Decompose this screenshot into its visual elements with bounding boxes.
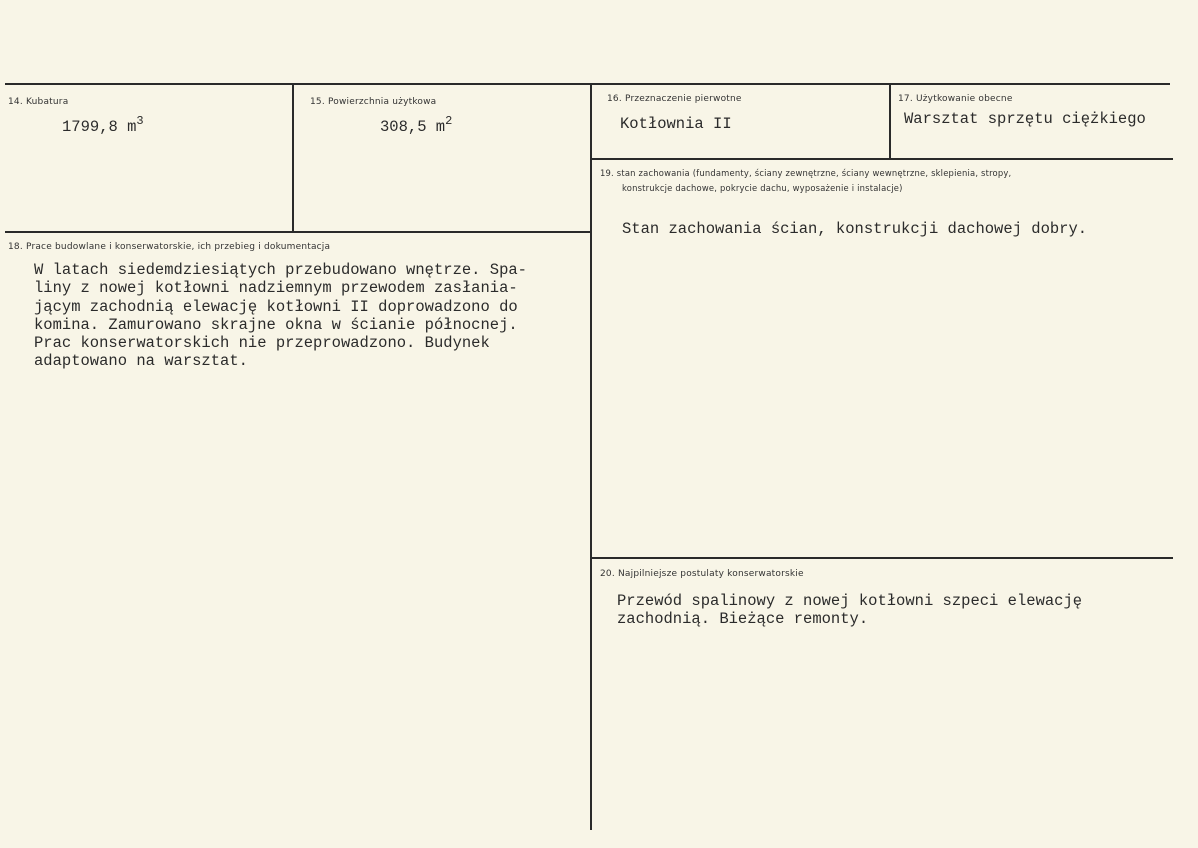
field-17-label: 17. Użytkowanie obecne — [898, 94, 1013, 104]
field-15-value-text: 308,5 m — [380, 118, 446, 136]
field-19-label-cont: konstrukcje dachowe, pokrycie dachu, wyposażenie i instalacje) — [622, 183, 903, 193]
field-15-value — [380, 114, 453, 136]
field-19-text: Stan zachowania ścian, konstrukcji dachowej dobry. — [622, 220, 1088, 238]
field-17-value: Warsztat sprzętu ciężkiego — [904, 110, 1146, 128]
field-20-line: zachodnią. Bieżące remonty. — [617, 610, 869, 629]
field-20-line: Przewód spalinowy z nowej kotłowni szpeci elewację — [617, 592, 1083, 610]
field-18-label: 18. Prace budowlane i konserwatorskie, ich przebieg i dokumentacja — [8, 242, 331, 252]
field-18-line: adaptowano na warsztat. — [34, 352, 248, 371]
field-18-line: W latach siedemdziesiątych przebudowano wnętrze. Spa- — [34, 261, 527, 279]
field-16-value: Kotłownia II — [620, 115, 732, 133]
rule-above-20 — [592, 557, 1173, 559]
field-15-unit-exponent: 2 — [445, 114, 453, 128]
top-rule — [5, 83, 1170, 85]
field-18-text — [34, 261, 527, 371]
field-14-label: 14. Kubatura — [8, 97, 69, 107]
field-18-line: liny z nowej kotłowni nadziemnym przewodem zasłania- — [34, 279, 518, 298]
field-18-line: Prac konserwatorskich nie przeprowadzono. Budynek — [34, 334, 490, 353]
field-14-value — [62, 114, 144, 136]
divider-14-15 — [292, 85, 294, 233]
field-19-label: 19. stan zachowania (fundamenty, ściany zewnętrzne, ściany wewnętrzne, sklepienia, stropy, — [600, 168, 1012, 178]
field-14-unit-exponent: 3 — [136, 114, 144, 128]
field-18-line: jącym zachodnią elewację kotłowni II doprowadzono do — [34, 297, 518, 316]
rule-under-14-15 — [5, 231, 590, 233]
field-18-line: komina. Zamurowano skrajne okna w ścianie północnej. — [34, 315, 518, 334]
field-14-value-text: 1799,8 m — [62, 118, 137, 136]
rule-under-16-17 — [592, 158, 1173, 160]
divider-16-17 — [889, 85, 891, 160]
center-divider — [590, 85, 592, 830]
field-16-label: 16. Przeznaczenie pierwotne — [607, 94, 742, 104]
field-20-text — [617, 592, 1082, 629]
field-15-label: 15. Powierzchnia użytkowa — [310, 97, 437, 107]
field-20-label: 20. Najpilniejsze postulaty konserwatorskie — [600, 569, 804, 579]
